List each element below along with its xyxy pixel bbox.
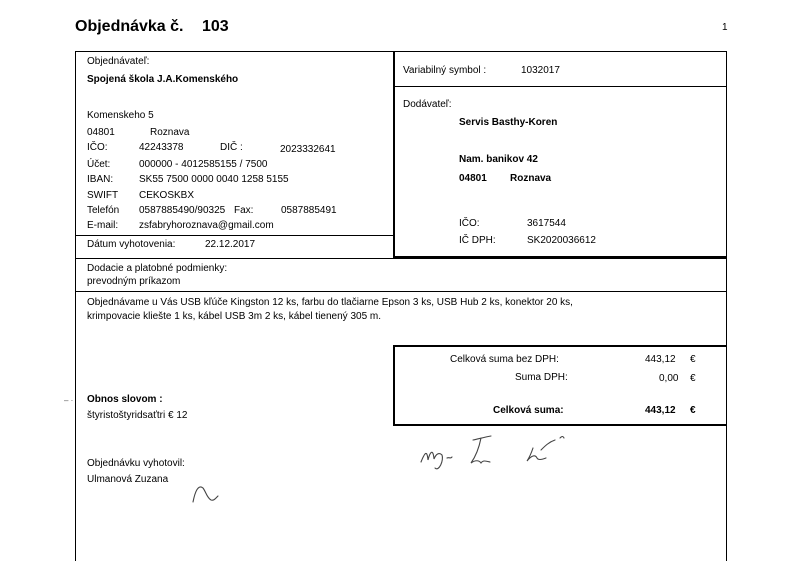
- buyer-dic: 2023332641: [280, 144, 336, 155]
- initials-signature: [185, 478, 225, 508]
- buyer-account: 000000 - 4012585155 / 7500: [139, 159, 268, 170]
- vat-currency: €: [690, 373, 696, 384]
- grand-total-label: Celková suma:: [493, 405, 564, 416]
- buyer-street: Komenskeho 5: [87, 110, 154, 121]
- net-total-value: 443,12: [645, 354, 676, 365]
- supplier-label: Dodávateľ:: [403, 99, 452, 110]
- frame-right: [726, 51, 727, 561]
- totals-box-bottom: [393, 424, 727, 426]
- order-description-line1: Objednávame u Vás USB kľúče Kingston 12 ks, farbu do tlačiarne Epson 3 ks, USB Hub 2 ks, konektor 20 ks,: [87, 297, 573, 308]
- grand-total-value: 443,12: [645, 405, 676, 416]
- frame-left: [75, 51, 76, 561]
- created-by-label: Objednávku vyhotovil:: [87, 458, 185, 469]
- buyer-phone: 0587885490/90325: [139, 205, 226, 216]
- terms-bottom-line: [75, 291, 727, 292]
- terms-label: Dodacie a platobné podmienky:: [87, 263, 228, 274]
- supplier-icdph: SK2020036612: [527, 235, 596, 246]
- supplier-street: Nam. banikov 42: [459, 154, 538, 165]
- buyer-iban-label: IBAN:: [87, 174, 114, 185]
- totals-box-left: [393, 345, 395, 426]
- buyer-account-label: Účet:: [87, 159, 111, 170]
- terms-top-line: [75, 258, 727, 259]
- vat-label: Suma DPH:: [515, 372, 568, 383]
- buyer-iban: SK55 7500 0000 0040 1258 5155: [139, 174, 289, 185]
- buyer-email-label: E-mail:: [87, 220, 119, 231]
- supplier-box-left: [393, 51, 395, 258]
- totals-box-top: [393, 345, 727, 347]
- buyer-name: Spojená škola J.A.Komenského: [87, 74, 239, 85]
- date-value: 22.12.2017: [205, 239, 256, 250]
- supplier-zip: 04801: [459, 173, 487, 184]
- variable-symbol-label: Variabilný symbol :: [403, 65, 487, 76]
- vat-value: 0,00: [659, 373, 679, 384]
- order-description-line2: krimpovacie kliešte 1 ks, kábel USB 3m 2 ks, kábel tienený 305 m.: [87, 311, 382, 322]
- grand-total-currency: €: [690, 405, 696, 416]
- buyer-zip: 04801: [87, 127, 115, 138]
- handwritten-signature: [415, 430, 585, 475]
- variable-symbol-value: 1032017: [521, 65, 560, 76]
- supplier-name: Servis Basthy-Koren: [459, 117, 558, 128]
- buyer-swift-label: SWIFT: [87, 190, 119, 201]
- buyer-label: Objednávateľ:: [87, 56, 150, 67]
- buyer-fax-label: Fax:: [234, 205, 254, 216]
- supplier-ico-label: IČO:: [459, 218, 480, 229]
- net-total-label: Celková suma bez DPH:: [450, 354, 559, 365]
- vs-bottom-line: [393, 86, 727, 87]
- date-line: [75, 235, 393, 236]
- supplier-ico: 3617544: [527, 218, 566, 229]
- in-words-label: Obnos slovom :: [87, 394, 163, 405]
- date-label: Dátum vyhotovenia:: [87, 239, 176, 250]
- buyer-city: Roznava: [150, 127, 190, 138]
- buyer-email: zsfabryhoroznava@gmail.com: [139, 220, 274, 231]
- buyer-swift: CEKOSKBX: [139, 190, 195, 201]
- created-by-name: Ulmanová Zuzana: [87, 474, 169, 485]
- net-total-currency: €: [690, 354, 696, 365]
- supplier-icdph-label: IČ DPH:: [459, 235, 496, 246]
- buyer-ico: 42243378: [139, 142, 184, 153]
- in-words-value: štyristoštyridsaťtri € 12: [87, 410, 188, 421]
- supplier-city: Roznava: [510, 173, 552, 184]
- order-title: [75, 18, 229, 36]
- order-title-label: Objednávka č.: [75, 18, 184, 35]
- terms-value: prevodným príkazom: [87, 276, 181, 287]
- scan-tick: ‒ ·: [64, 396, 74, 405]
- buyer-ico-label: IČO:: [87, 142, 108, 153]
- frame-top: [75, 51, 727, 52]
- order-number: 103: [201, 18, 229, 35]
- buyer-fax: 0587885491: [281, 205, 337, 216]
- buyer-phone-label: Telefón: [87, 205, 120, 216]
- buyer-dic-label: DIČ :: [220, 142, 243, 153]
- page-number: 1: [722, 22, 728, 33]
